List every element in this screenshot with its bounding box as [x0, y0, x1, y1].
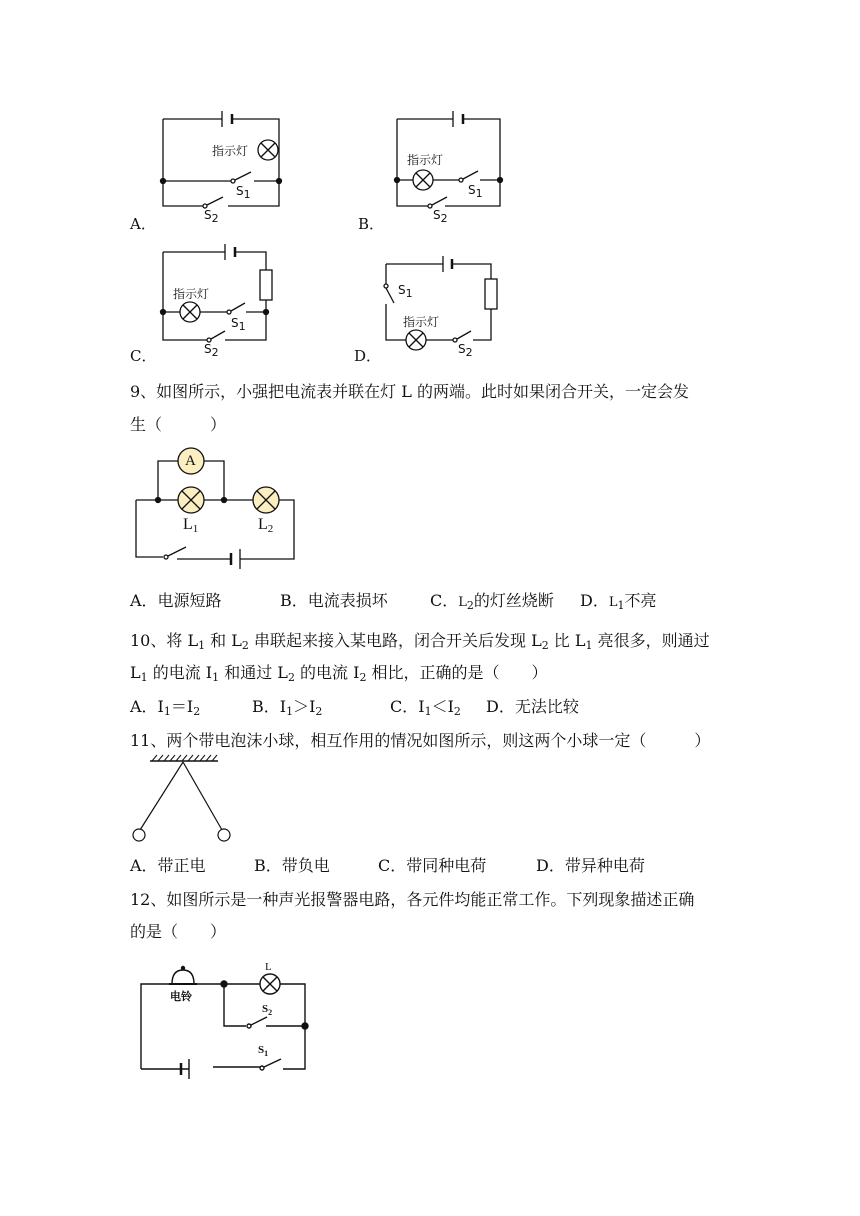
q10-l1-p4: 串联起来接入某电路，闭合开关后发现 L — [248, 631, 542, 650]
q8a-s2-sub: 2 — [211, 212, 219, 225]
q11-option-b: B．带负电 — [254, 856, 330, 875]
q8d-s2-letter: S — [458, 342, 466, 356]
q12-question-line1: 12、如图所示是一种声光报警器电路，各元件均能正常工作。下列现象描述正确 — [130, 890, 695, 909]
q9-option-c-sub: 2 — [466, 599, 474, 612]
q8b-s1-sub: 1 — [475, 187, 483, 200]
q9-ammeter-label: A — [185, 453, 196, 469]
q9-option-d-l: L — [608, 595, 618, 610]
q10-b-2: ＞I — [293, 697, 316, 716]
q10-l1-p5: 2 — [541, 639, 549, 652]
q8a-s2-letter: S — [204, 208, 212, 222]
q10-l2-p1: 1 — [140, 671, 148, 684]
q8-option-a-label: A． — [130, 215, 156, 233]
q8c-lamp-label: 指示灯 — [173, 287, 210, 301]
q10-b-1: 1 — [286, 705, 294, 718]
q10-c-0: C．I — [390, 697, 425, 716]
q9-option-d-suffix: 不亮 — [624, 591, 657, 610]
q12-s2-label — [262, 1003, 272, 1017]
q10-l2-p4: 和通过 L — [219, 663, 288, 682]
q8c-s1-sub: 1 — [238, 320, 246, 333]
q8c-s2-sub: 2 — [211, 346, 219, 359]
q9-option-d-prefix: D． — [580, 591, 609, 610]
q8-option-c-label: C． — [130, 347, 157, 365]
q10-l2-p2: 的电流 I — [147, 663, 213, 682]
q9-l2-sub: 2 — [267, 523, 274, 535]
q12-s1-label — [258, 1044, 268, 1058]
q12-question-line2: 的是（ ） — [130, 922, 227, 941]
q8b-s2-sub: 2 — [440, 212, 448, 225]
q8-option-b-label: B． — [358, 215, 385, 233]
q9-option-d-sub: 1 — [617, 599, 625, 612]
q9-question-line1: 9、如图所示，小强把电流表并联在灯 L 的两端。此时如果闭合开关，一定会发 — [130, 382, 689, 401]
q8d-s2-sub: 2 — [465, 346, 473, 359]
q9-question-line2: 生（ ） — [130, 415, 227, 434]
q11-option-d: D．带异种电荷 — [536, 856, 645, 875]
q8a-s1-sub: 1 — [243, 188, 251, 201]
q10-l1-p7: 1 — [585, 639, 593, 652]
q10-a-0: A．I — [130, 697, 164, 716]
q10-l2-p8: 相比，正确的是（ ） — [366, 663, 548, 682]
q10-a-3: 2 — [193, 705, 201, 718]
q10-l2-p0: L — [130, 663, 141, 682]
q8a-lamp-label: 指示灯 — [212, 144, 249, 158]
q10-a-1: 1 — [163, 705, 171, 718]
q8c-s2-letter: S — [204, 342, 212, 356]
q8b-s2-letter: S — [433, 208, 441, 222]
q10-option-d: D．无法比较 — [486, 697, 579, 716]
q10-c-3: 2 — [453, 705, 461, 718]
q9-l1-sub: 1 — [192, 523, 199, 535]
q9-option-c-prefix: C． — [430, 591, 459, 610]
q12-s2-letter: S — [262, 1003, 269, 1015]
q8d-s1-sub: 1 — [405, 287, 413, 300]
q10-l1-p6: 比 L — [548, 631, 586, 650]
q12-s1-letter: S — [258, 1044, 265, 1056]
q8b-s1-letter: S — [468, 183, 476, 197]
q9-l2-letter: L — [258, 516, 268, 533]
q10-b-0: B．I — [252, 697, 287, 716]
q10-l1-p2: 和 L — [205, 631, 242, 650]
q8d-s1-letter: S — [398, 283, 406, 297]
q8c-s1-letter: S — [231, 316, 239, 330]
q10-l2-p7: 2 — [359, 671, 367, 684]
q10-l1-p1: 1 — [198, 639, 206, 652]
q8-option-d-label: D． — [354, 347, 382, 365]
q11-option-a: A．带正电 — [130, 856, 206, 875]
q8b-lamp-label: 指示灯 — [407, 153, 444, 167]
q10-b-3: 2 — [315, 705, 323, 718]
q8a-s1-letter: S — [236, 184, 244, 198]
q10-l1-p0: 10、将 L — [130, 631, 199, 650]
q11-question-line1: 11、两个带电泡沫小球，相互作用的情况如图所示，则这两个小球一定（ ） — [130, 731, 711, 750]
q11-option-c: C．带同种电荷 — [378, 856, 487, 875]
q12-s2-sub: 2 — [268, 1008, 273, 1017]
q10-c-2: ＜I — [431, 697, 454, 716]
q12-s1-sub: 1 — [264, 1049, 269, 1058]
q10-l2-p6: 的电流 I — [294, 663, 360, 682]
q9-option-c-l: L — [458, 595, 467, 610]
q10-l2-p3: 1 — [212, 671, 220, 684]
q10-l2-p5: 2 — [287, 671, 295, 684]
q12-lamp-label: L — [265, 961, 272, 973]
q10-l1-p8: 亮很多，则通过 — [592, 631, 710, 650]
q10-a-2: ＝I — [170, 697, 194, 716]
q10-c-1: 1 — [424, 705, 432, 718]
q10-l1-p3: 2 — [241, 639, 249, 652]
q9-option-b: B．电流表损坏 — [280, 591, 388, 610]
q9-option-c-suffix: 的灯丝烧断 — [473, 591, 554, 610]
q9-option-a: A．电源短路 — [130, 591, 222, 610]
q9-l1-letter: L — [183, 516, 193, 533]
q12-bell-label: 电铃 — [170, 990, 192, 1003]
q8d-lamp-label: 指示灯 — [403, 315, 440, 329]
